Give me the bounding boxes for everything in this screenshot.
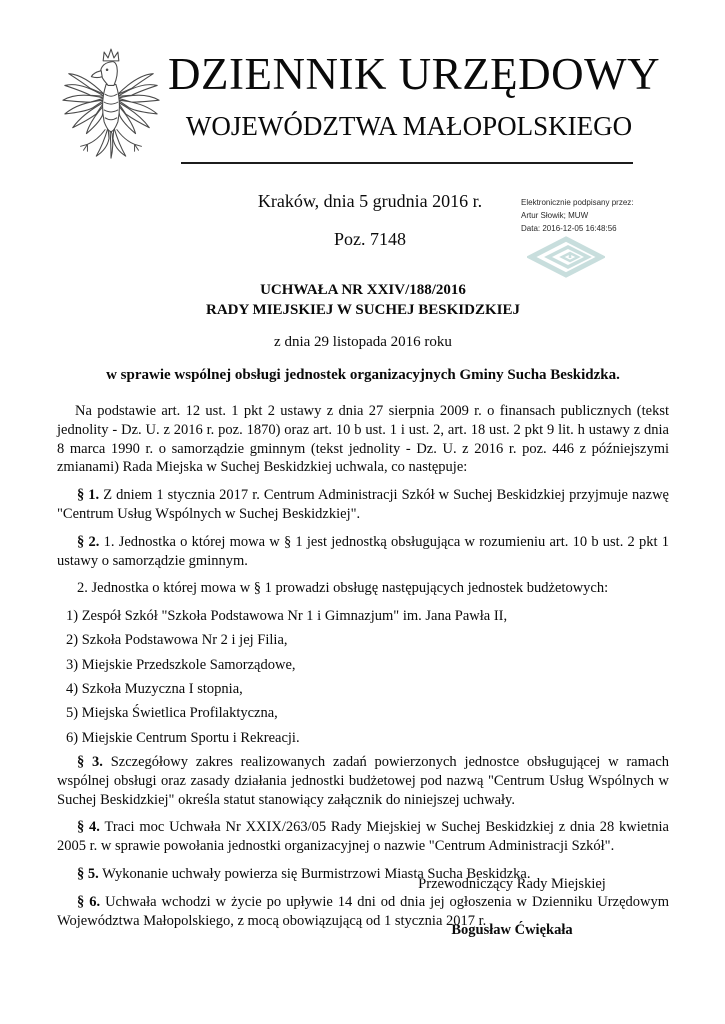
preamble: Na podstawie art. 12 ust. 1 pkt 2 ustawy z dnia 27 sierpnia 2009 r. o finansach publicznych (tekst jednolity - Dz. U. z 2016 r. poz. 1870) oraz art. 10 b ust. 1 i ust. 2, art. 18 ust. 2 pkt 9 lit. h ustawy z dnia 8 marca 1990 r. o samorządzie gminnym (tekst jednolity - Dz. U. z 2016 r. poz. 446 z późniejszymi zmianami) Rada Miejska w Suchej Beskidzkiej uchwala, co następuje: bbox=[57, 403, 669, 476]
esig-line3: Data: 2016-12-05 16:48:56 bbox=[521, 224, 617, 233]
list-item-1: 1) Zespół Szkół "Szkoła Podstawowa Nr 1 i Gimnazjum" im. Jana Pawła II, bbox=[66, 608, 508, 625]
list-item-2: 2) Szkoła Podstawowa Nr 2 i jej Filia, bbox=[66, 632, 288, 649]
act-title-block bbox=[57, 282, 669, 384]
signature-block bbox=[362, 876, 662, 939]
journal-subtitle: WOJEWÓDZTWA MAŁOPOLSKIEGO bbox=[185, 111, 633, 141]
section-1-marker: § 1. bbox=[77, 487, 100, 504]
esig-line2: Artur Słowik; MUW bbox=[521, 211, 589, 220]
signatory-name: Bogusław Ćwiękała bbox=[451, 922, 573, 938]
act-date: z dnia 29 listopada 2016 roku bbox=[274, 334, 452, 350]
section-1: § 1. Z dniem 1 stycznia 2017 r. Centrum Administracji Szkół w Suchej Beskidzkiej przyjmuje nazwę "Centrum Usług Wspólnych w Suchej Beskidzkiej". bbox=[57, 487, 669, 522]
section-3: § 3. Szczegółowy zakres realizowanych zadań powierzonych jednostce obsługującej w ramach wspólnej obsługi oraz zasady działania jednostki budżetowej pod nazwą "Centrum Usług Wspólnych w Suchej Beskidzkiej" określa statut stanowiący załącznik do niniejszej uchwały. bbox=[57, 753, 670, 808]
section-4-marker: § 4. bbox=[77, 819, 100, 836]
masthead bbox=[168, 48, 661, 142]
polish-eagle-emblem bbox=[57, 44, 165, 174]
list-item-3: 3) Miejskie Przedszkole Samorządowe, bbox=[66, 656, 296, 673]
act-body bbox=[57, 402, 669, 939]
signatory-role: Przewodniczący Rady Miejskiej bbox=[418, 876, 606, 892]
list-item-4: 4) Szkoła Muzyczna I stopnia, bbox=[66, 681, 243, 698]
section-6: § 6. Uchwała wchodzi w życie po upływie 14 dni od dnia jej ogłoszenia w Dzienniku Urzędowym Województwa Małopolskiego, z mocą obowiązującą od 1 stycznia 2017 r. bbox=[57, 893, 670, 929]
place-date: Kraków, dnia 5 grudnia 2016 r. bbox=[257, 191, 483, 211]
list-item-5: 5) Miejska Świetlica Profilaktyczna, bbox=[66, 705, 278, 722]
esig-line1: Elektronicznie podpisany przez: bbox=[521, 198, 634, 207]
act-issuer: RADY MIEJSKIEJ W SUCHEJ BESKIDZKIEJ bbox=[206, 302, 520, 318]
section-2-marker: § 2. bbox=[77, 533, 100, 550]
section-6-marker: § 6. bbox=[77, 893, 101, 910]
header-divider bbox=[181, 162, 633, 164]
section-2-sub: 2. Jednostka o której mowa w § 1 prowadzi obsługę następujących jednostek budżetowych: bbox=[77, 580, 609, 597]
electronic-signature-stamp bbox=[521, 196, 681, 280]
position-number: Poz. 7148 bbox=[334, 229, 406, 249]
section-5: § 5. Wykonanie uchwały powierza się Burmistrzowi Miasta Sucha Beskidzka. bbox=[77, 865, 531, 882]
section-5-marker: § 5. bbox=[77, 865, 99, 882]
journal-title: DZIENNIK URZĘDOWY bbox=[168, 49, 661, 99]
act-subject: w sprawie wspólnej obsługi jednostek organizacyjnych Gminy Sucha Beskidzka. bbox=[106, 367, 620, 383]
list-item-6: 6) Miejskie Centrum Sportu i Rekreacji. bbox=[66, 729, 300, 746]
section-4: § 4. Traci moc Uchwała Nr XXIX/263/05 Rady Miejskiej w Suchej Beskidzkiej z dnia 28 kwietnia 2005 r. w sprawie powołania jednostki organizacyjnej o nazwie "Centrum Administracji Szkół". bbox=[57, 819, 669, 855]
section-3-marker: § 3. bbox=[77, 753, 103, 770]
section-2: § 2. 1. Jednostka o której mowa w § 1 jest jednostką obsługująca w rozumieniu art. 10 b ust. 2 pkt 1 ustawy o samorządzie gminnym. bbox=[57, 533, 670, 569]
esignature-diamond-icon bbox=[527, 236, 605, 280]
act-number: UCHWAŁA NR XXIV/188/2016 bbox=[260, 282, 466, 298]
